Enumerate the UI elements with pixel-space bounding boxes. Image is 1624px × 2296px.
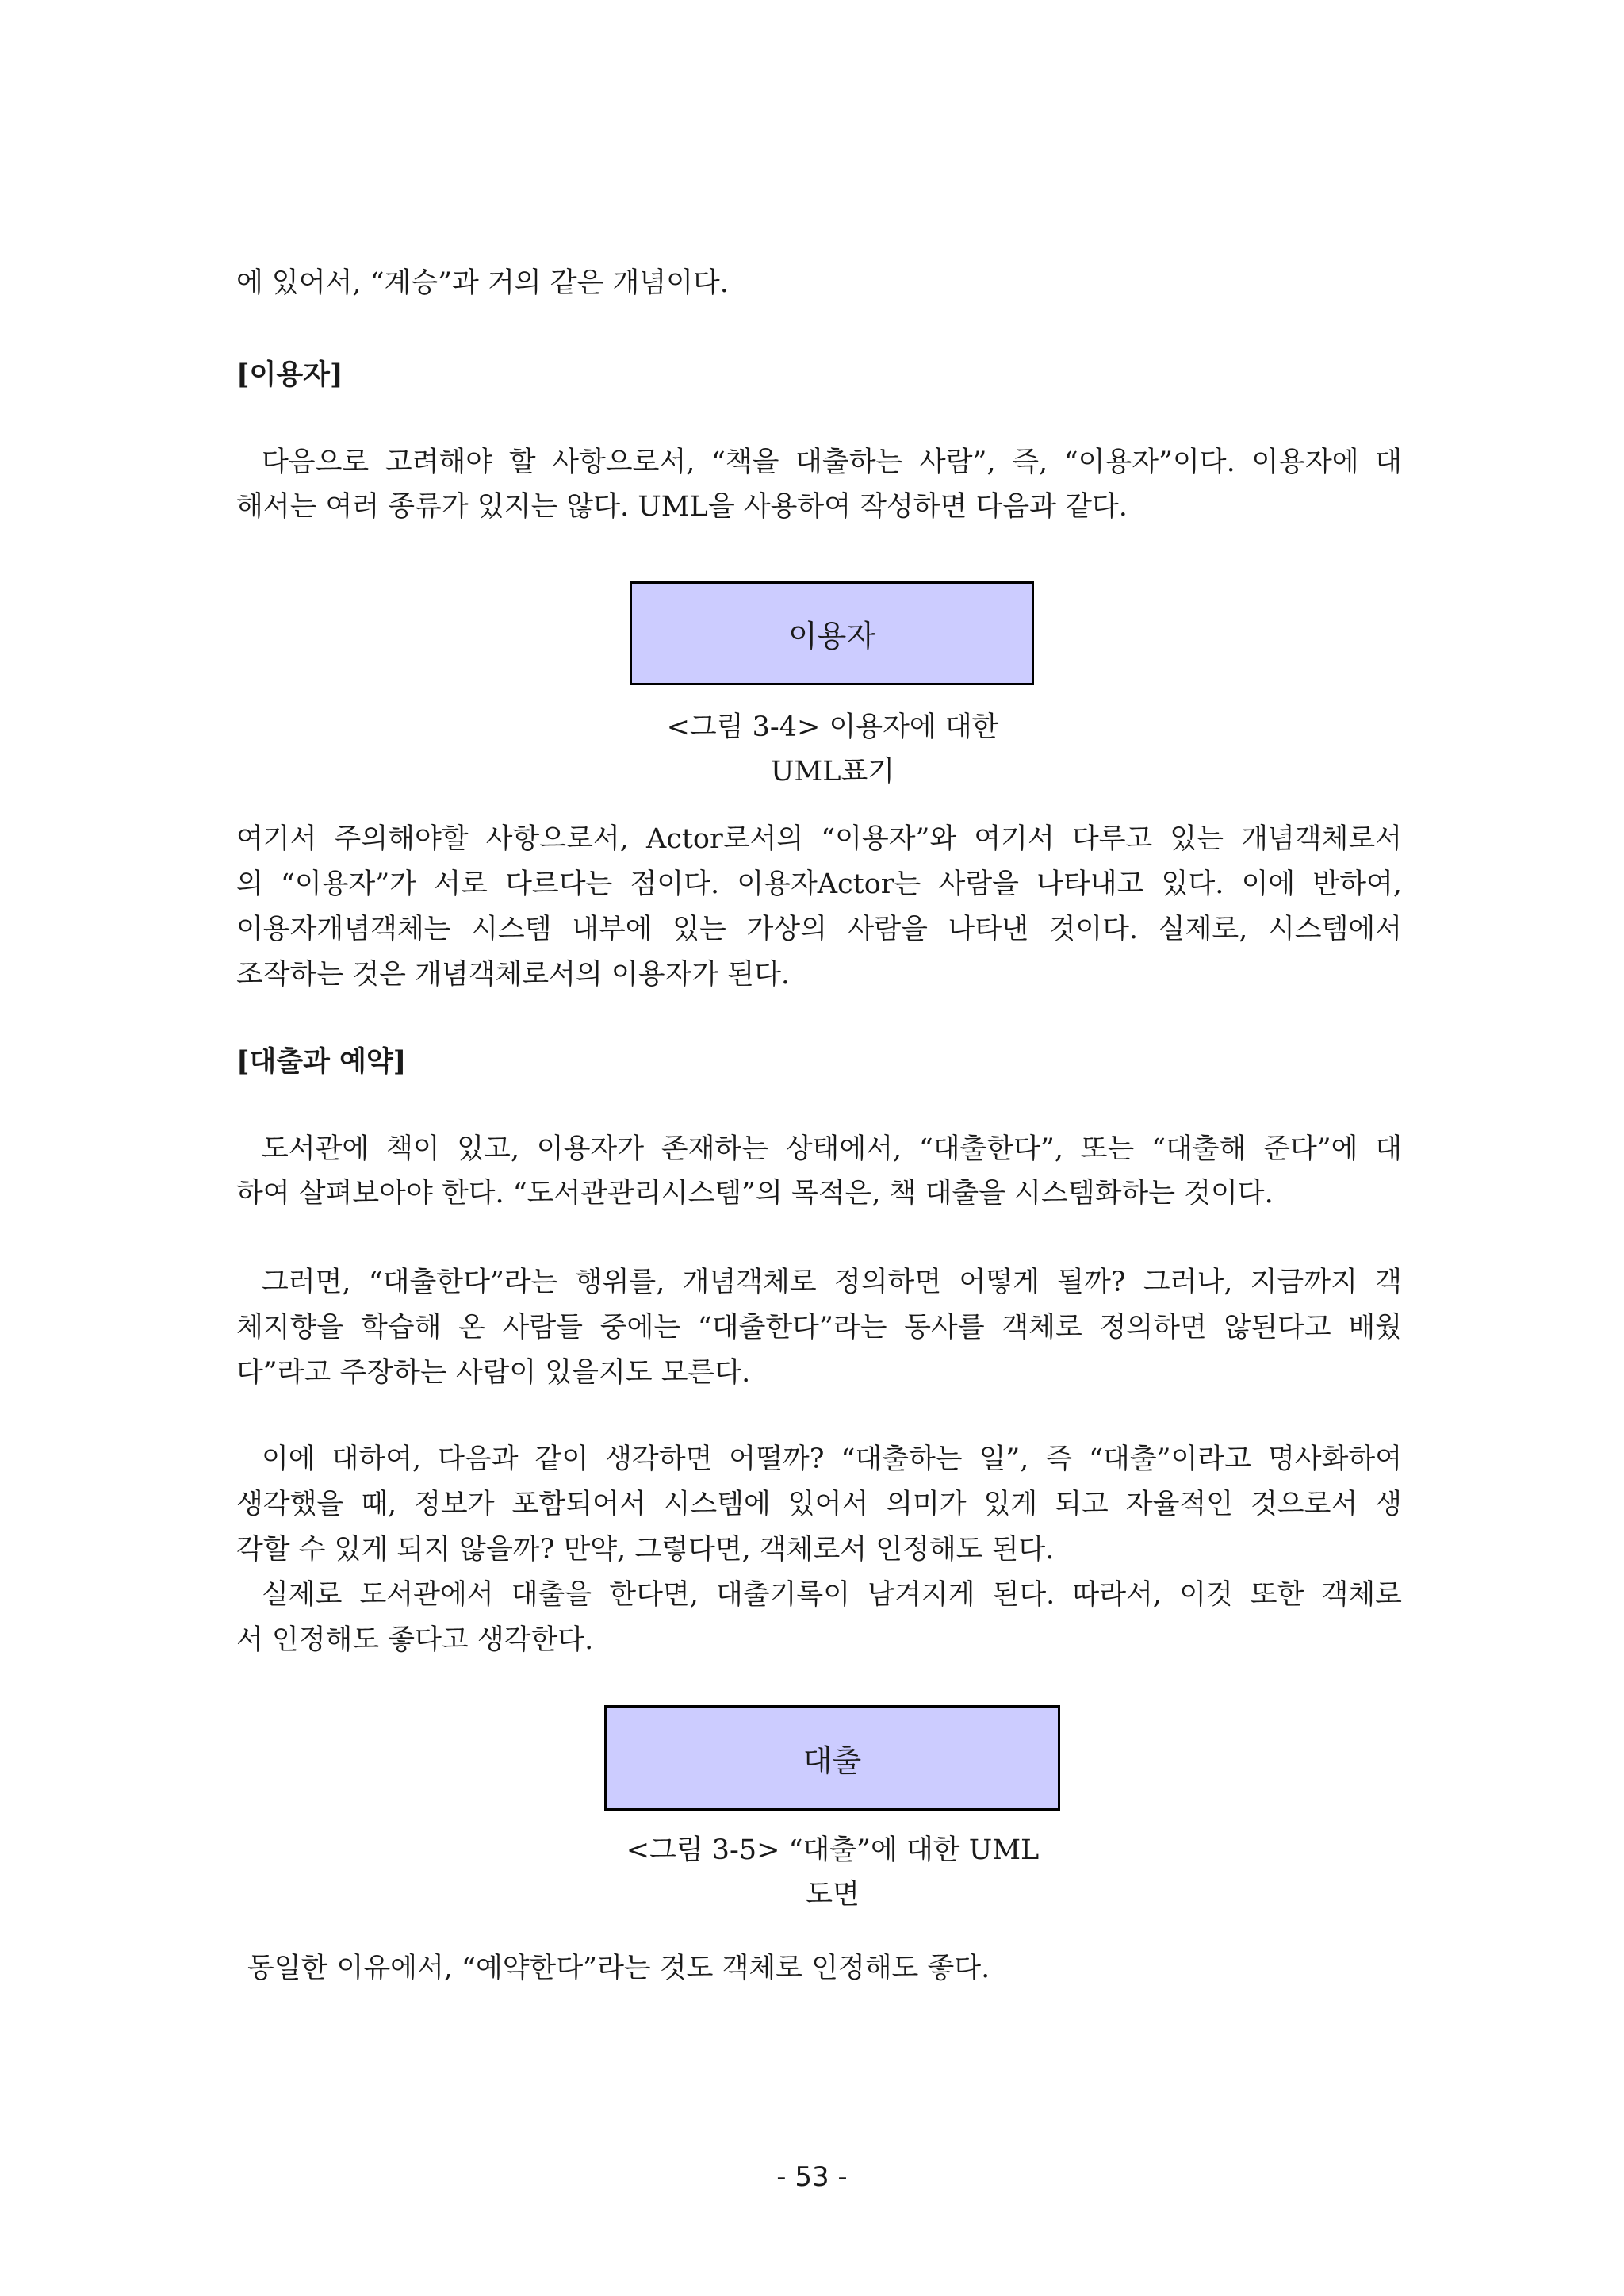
paragraph-line: 여기서 주의해야할 사항으로서, Actor로서의 “이용자”와 여기서 다루고 있는 개념객체로서: [236, 823, 1402, 855]
paragraph-line: 다음으로 고려해야 할 사항으로서, “책을 대출하는 사람”, 즉, “이용자”이다. 이용자에 대: [262, 447, 1402, 478]
paragraph-line: 이에 대하여, 다음과 같이 생각하면 어떨까? “대출하는 일”, 즉 “대출”이라고 명사화하여: [262, 1443, 1402, 1475]
page-number: - 53 -: [776, 2161, 848, 2193]
intro-text: 에 있어서, “계승”과 거의 같은 개념이다.: [236, 267, 729, 299]
uml-class-box-loan: 대출: [604, 1705, 1060, 1811]
paragraph-line: 그러면, “대출한다”라는 행위를, 개념객체로 정의하면 어떻게 될까? 그러나, 지금까지 객: [262, 1267, 1402, 1298]
paragraph-line: 동일한 이유에서, “예약한다”라는 것도 객체로 인정해도 좋다.: [247, 1953, 990, 1984]
figure-caption: UML표기: [770, 756, 895, 788]
paragraph-line: 하여 살펴보아야 한다. “도서관관리시스템”의 목적은, 책 대출을 시스템화하는 것이다.: [236, 1178, 1274, 1209]
figure-caption: <그림 3-4> 이용자에 대한: [666, 711, 999, 743]
paragraph-line: 각할 수 있게 되지 않을까? 만약, 그렇다면, 객체로서 인정해도 된다.: [236, 1534, 1055, 1566]
paragraph-line: 조작하는 것은 개념객체로서의 이용자가 된다.: [236, 959, 791, 991]
paragraph-line: 실제로 도서관에서 대출을 한다면, 대출기록이 남겨지게 된다. 따라서, 이것 또한 객체로: [262, 1579, 1402, 1611]
paragraph-line: 해서는 여러 종류가 있지는 않다. UML을 사용하여 작성하면 다음과 같다.: [236, 491, 1128, 523]
paragraph-line: 서 인정해도 좋다고 생각한다.: [236, 1624, 594, 1656]
figure-caption: <그림 3-5> “대출”에 대한 UML: [626, 1834, 1040, 1866]
paragraph-line: 이용자개념객체는 시스템 내부에 있는 가상의 사람을 나타낸 것이다. 실제로, 시스템에서: [236, 914, 1402, 945]
paragraph-line: 다”라고 주장하는 사람이 있을지도 모른다.: [236, 1357, 751, 1389]
section-heading-user: [이용자]: [236, 358, 343, 391]
paragraph-line: 도서관에 책이 있고, 이용자가 존재하는 상태에서, “대출한다”, 또는 “대출해 준다”에 대: [262, 1133, 1402, 1165]
section-heading-loan: [대출과 예약]: [236, 1045, 407, 1078]
figure-caption: 도면: [806, 1879, 860, 1911]
uml-class-box-user: 이용자: [630, 581, 1034, 685]
paragraph-line: 체지향을 학습해 온 사람들 중에는 “대출한다”라는 동사를 객체로 정의하면 않된다고 배웠: [236, 1312, 1402, 1343]
paragraph-line: 의 “이용자”가 서로 다르다는 점이다. 이용자Actor는 사람을 나타내고 있다. 이에 반하여,: [236, 868, 1402, 900]
paragraph-line: 생각했을 때, 정보가 포함되어서 시스템에 있어서 의미가 있게 되고 자율적인 것으로서 생: [236, 1489, 1402, 1520]
